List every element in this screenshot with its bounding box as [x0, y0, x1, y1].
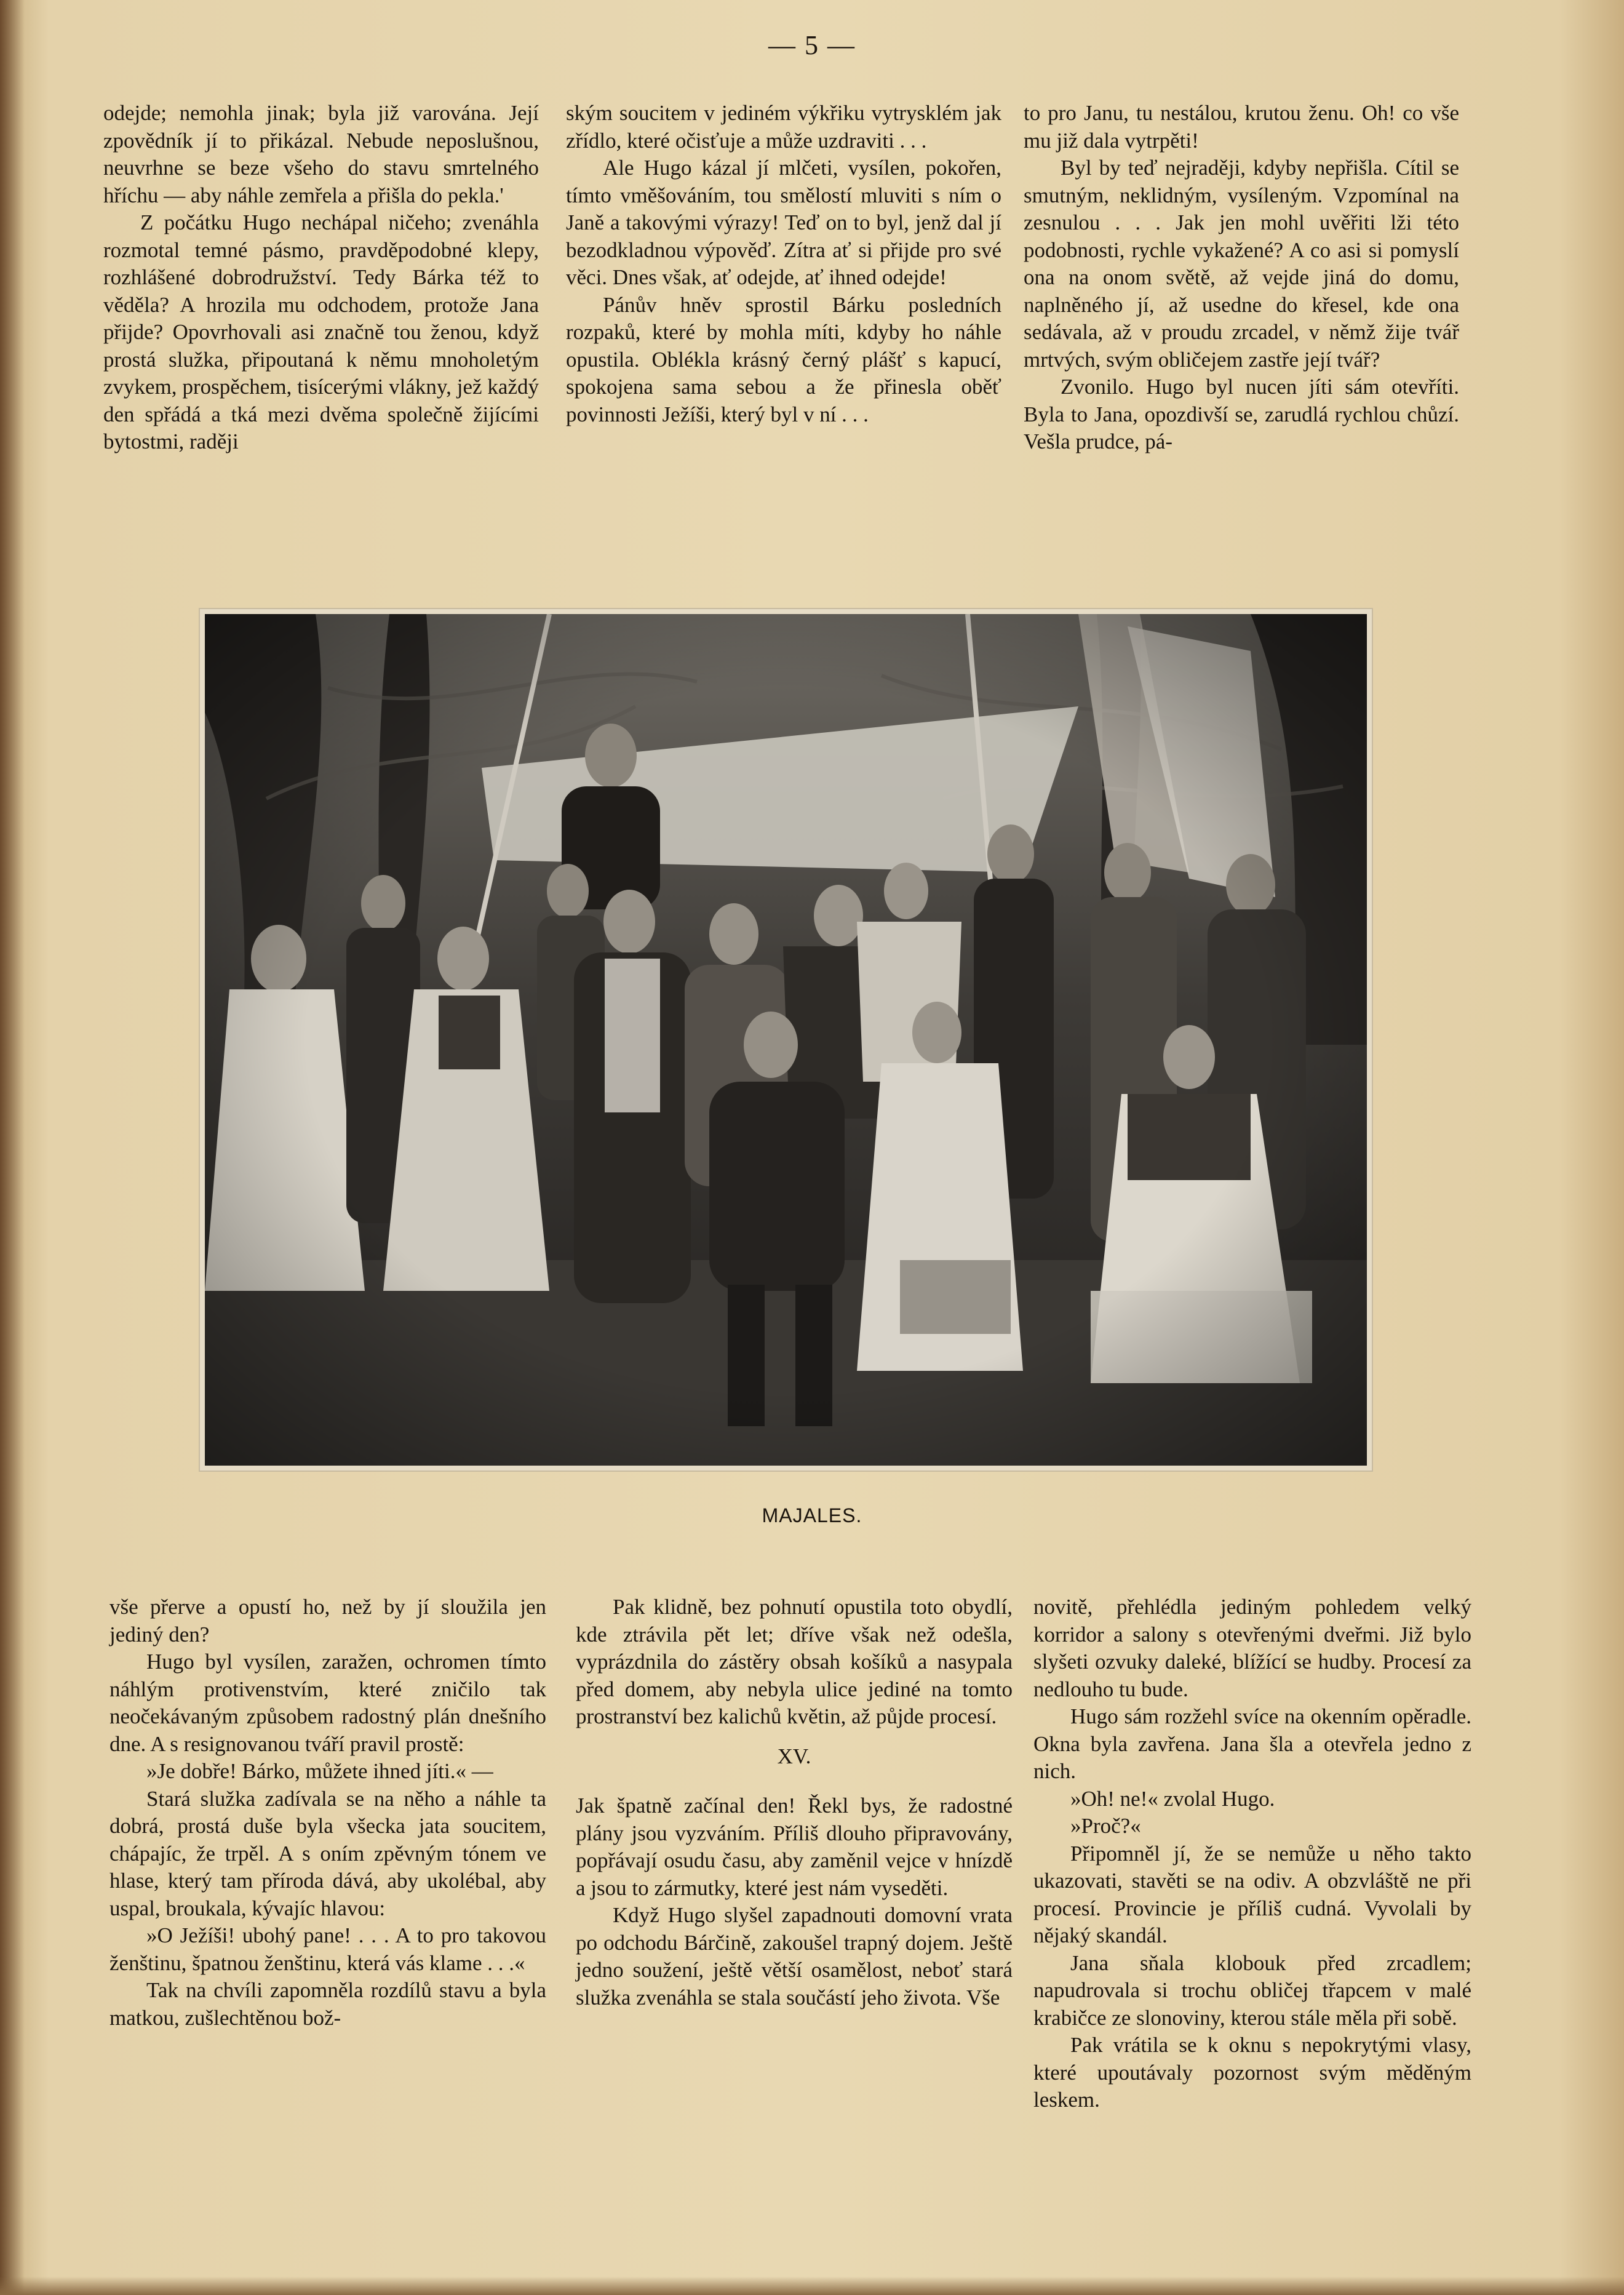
paragraph: Jana sňala klobouk před zrcadlem; napudrovala si trochu obličej třapcem v malé krabičce ze slonoviny, kterou stále měla při sobě. — [1033, 1950, 1471, 2030]
paragraph: Ale Hugo kázal jí mlčeti, vysílen, pokořen, tímto vměšováním, tou smělostí mluviti s ním o Janě a takovými výrazy! Teď on to byl, jenž dal jí bezodkladnou výpověď. Zítra ať si přijde pro své věci. Dnes však, ať odejde, ať ihned odejde! — [566, 156, 1001, 289]
paragraph: »Proč?« — [1070, 1814, 1141, 1838]
page-shadow-bottom — [0, 2277, 1624, 2295]
paragraph: Připomněl jí, že se nemůže u něho takto ukazovati, stavěti se na odiv. A obzvláště ne při procesí. Provincie je příliš cudná. Vyvolali by nějaký skandál. — [1033, 1841, 1471, 1947]
paragraph: Zvonilo. Hugo byl nucen jíti sám otevříti. Byla to Jana, opozdivší se, zarudlá rychlou chůzí. Vešla prudce, pá- — [1024, 375, 1459, 453]
page-shadow-left — [0, 0, 25, 2295]
chapter-heading: XV. — [777, 1744, 811, 1768]
paragraph: ským soucitem v jediném výkřiku vytrysklém jak zřídlo, které očisťuje a může uzdraviti . . . — [566, 101, 1001, 153]
text-column-1 — [103, 100, 539, 456]
text-column-5 — [576, 1594, 1013, 2011]
paragraph: Hugo sám rozžehl svíce na okenním opěradle. Okna byla zavřena. Jana šla a otevřela jedno z nich. — [1033, 1704, 1471, 1783]
paragraph: vše přerve a opustí ho, než by jí sloužila jen jediný den? — [109, 1595, 546, 1646]
majales-group-photograph — [205, 614, 1367, 1466]
paragraph: »O Ježíši! ubohý pane! . . . A to pro takovou ženštinu, špatnou ženštinu, která vás klame . . .« — [109, 1923, 546, 1975]
paragraph: to pro Janu, tu nestálou, krutou ženu. Oh! co vše mu již dala vytrpěti! — [1024, 101, 1459, 153]
paragraph: Když Hugo slyšel zapadnouti domovní vrata po odchodu Bárčině, zakoušel trapný dojem. Ještě jedno soužení, ještě větší osamělost, neboť stará služka zvenáhla se stala součástí jeho života. Vše — [576, 1903, 1013, 2010]
paragraph: Pak klidně, bez pohnutí opustila toto obydlí, kde ztrávila pět let; dříve však než odešla, vyprázdnila do zástěry obsah košíků a nasypala před domem, aby nebyla ulice jediné na tomto prostranství bez kalichů květin, až půjde procesí. — [576, 1595, 1013, 1728]
text-column-2 — [566, 100, 1001, 428]
text-column-4 — [109, 1594, 546, 2032]
paragraph: Stará služka zadívala se na něho a náhle ta dobrá, prostá duše byla všecka jata soucitem, chápajíc, že trpěl. A s oním zpěvným tónem ve hlase, který tam příroda dává, aby ukolébal, aby uspal, broukala, kývajíc hlavou: — [109, 1786, 546, 1920]
paragraph: Tak na chvíli zapomněla rozdílů stavu a byla matkou, zušlechtěnou bož- — [109, 1978, 546, 2030]
paragraph: Jak špatně začínal den! Řekl bys, že radostné plány jsou vyzváním. Příliš dlouho připravovány, popřávají osudu času, aby zaměnil vejce v hnízdě a jsou to zármutky, které jest nám vyseděti. — [576, 1794, 1013, 1900]
photograph-frame — [200, 609, 1372, 1471]
paragraph: Pánův hněv sprostil Bárku posledních rozpaků, které by mohla míti, kdyby ho náhle opustila. Oblékla krásný černý plášť s kapucí, spokojena sama sebou a že přinesla oběť povinnosti Ježíši, který byl v ní . . . — [566, 292, 1001, 426]
text-column-3 — [1024, 100, 1459, 456]
text-column-6 — [1033, 1594, 1471, 2114]
paragraph: Z počátku Hugo nechápal ničeho; zvenáhla rozmotal temné pásmo, pravděpodobné klepy, rozhlášené dobrodružství. Tedy Bárka též to věděla? A hrozila mu odchodem, protože Jana přijde? Opovrhovali asi značně tou ženou, když prostá služka, připoutaná k němu mnoholetým zvykem, prospěchem, tisícerými vlákny, jež každý den spřádá a tká mezi dvěma společně žijícími bytostmi, raději — [103, 210, 539, 453]
page-number: — 5 — — [768, 30, 856, 60]
paragraph: novitě, přehlédla jediným pohledem velký korridor a salony s otevřenými dveřmi. Již bylo slyšeti ozvuky daleké, blížící se hudby. Procesí za nedlouho tu bude. — [1033, 1595, 1471, 1701]
paragraph: odejde; nemohla jinak; byla již varována. Její zpovědník jí to přikázal. Nebude neposlušnou, neuvrhne se beze všeho do stavu smrtelného hříchu — aby náhle zemřela a přišla do pekla.' — [103, 101, 539, 207]
photo-caption: MAJALES. — [762, 1504, 862, 1527]
paragraph: »Oh! ne!« zvolal Hugo. — [1070, 1786, 1275, 1811]
paragraph: Hugo byl vysílen, zaražen, ochromen tímto náhlým protivenstvím, které zničilo tak neočekávaným způsobem radostný plán dnešního dne. A s resignovanou tváří pravil prostě: — [109, 1650, 546, 1756]
paragraph: Pak vrátila se k oknu s nepokrytými vlasy, které upoutávaly pozornost svým měděným leskem. — [1033, 2033, 1471, 2112]
paragraph: Byl by teď nejraději, kdyby nepřišla. Cítil se smutným, neklidným, vysíleným. Vzpomínal na zesnulou . . . Jak jen mohl uvěřiti lži této podobnosti, rychle vykažené? A co asi si pomyslí ona na onom světě, až vejde jiná do domu, naplněného jí, až usedne do křesel, kde ona sedávala, až v proudu zrcadel, v němž žije tvář mrtvých, svým obličejem zastře její tvář? — [1024, 156, 1459, 372]
paragraph: »Je dobře! Bárko, můžete ihned jíti.« — — [146, 1759, 493, 1783]
